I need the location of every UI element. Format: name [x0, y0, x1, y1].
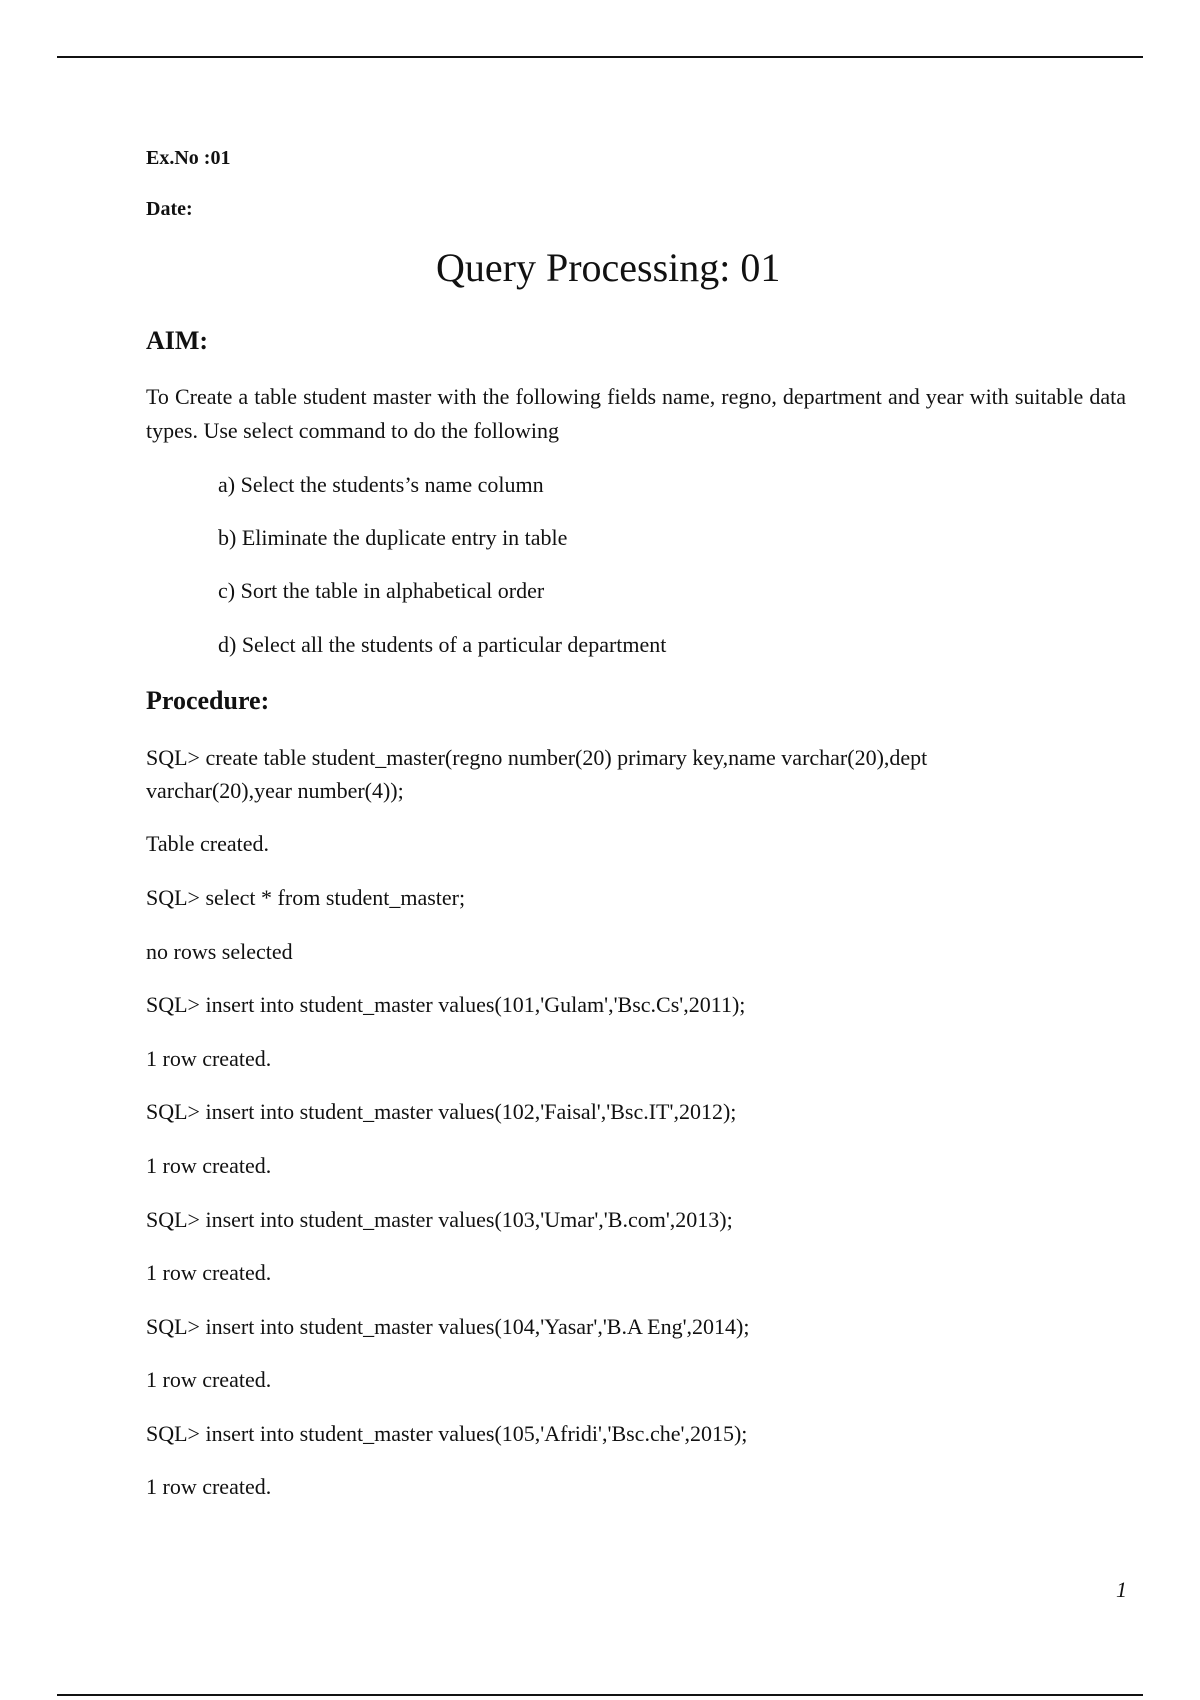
- aim-item-c: c) Sort the table in alphabetical order: [218, 578, 545, 603]
- sql-insert-102: SQL> insert into student_master values(102,'Faisal','Bsc.IT',2012);: [146, 1099, 737, 1124]
- output-no-rows: no rows selected: [146, 939, 293, 964]
- page-title: Query Processing: 01: [436, 245, 781, 290]
- aim-heading: AIM:: [146, 326, 209, 355]
- sql-insert-105: SQL> insert into student_master values(105,'Afridi','Bsc.che',2015);: [146, 1421, 748, 1446]
- output-row-created: 1 row created.: [146, 1046, 272, 1071]
- top-rule: [57, 56, 1143, 58]
- sql-insert-104: SQL> insert into student_master values(104,'Yasar','B.A Eng',2014);: [146, 1314, 750, 1339]
- output-table-created: Table created.: [146, 831, 270, 856]
- output-row-created: 1 row created.: [146, 1260, 272, 1285]
- sql-insert-103: SQL> insert into student_master values(103,'Umar','B.com',2013);: [146, 1207, 733, 1232]
- sql-select: SQL> select * from student_master;: [146, 885, 466, 910]
- procedure-heading: Procedure:: [146, 686, 270, 715]
- sql-create-line-1: SQL> create table student_master(regno number(20) primary key,name varchar(20),dept: [146, 745, 928, 770]
- page-number: 1: [1116, 1577, 1127, 1602]
- bottom-rule: [57, 1694, 1143, 1696]
- aim-text: To Create a table student master with the following fields name, regno, department and year with suitable data types. Use select command to do the following: [146, 384, 1126, 443]
- exercise-date: Date:: [146, 198, 193, 220]
- output-row-created: 1 row created.: [146, 1367, 272, 1392]
- output-row-created: 1 row created.: [146, 1153, 272, 1178]
- sql-insert-101: SQL> insert into student_master values(101,'Gulam','Bsc.Cs',2011);: [146, 992, 746, 1017]
- exercise-number: Ex.No :01: [146, 147, 231, 169]
- aim-item-a: a) Select the students’s name column: [218, 472, 544, 497]
- output-row-created: 1 row created.: [146, 1474, 272, 1499]
- aim-item-d: d) Select all the students of a particular department: [218, 632, 667, 657]
- sql-create-line-2: varchar(20),year number(4));: [146, 778, 404, 803]
- aim-item-b: b) Eliminate the duplicate entry in table: [218, 525, 568, 550]
